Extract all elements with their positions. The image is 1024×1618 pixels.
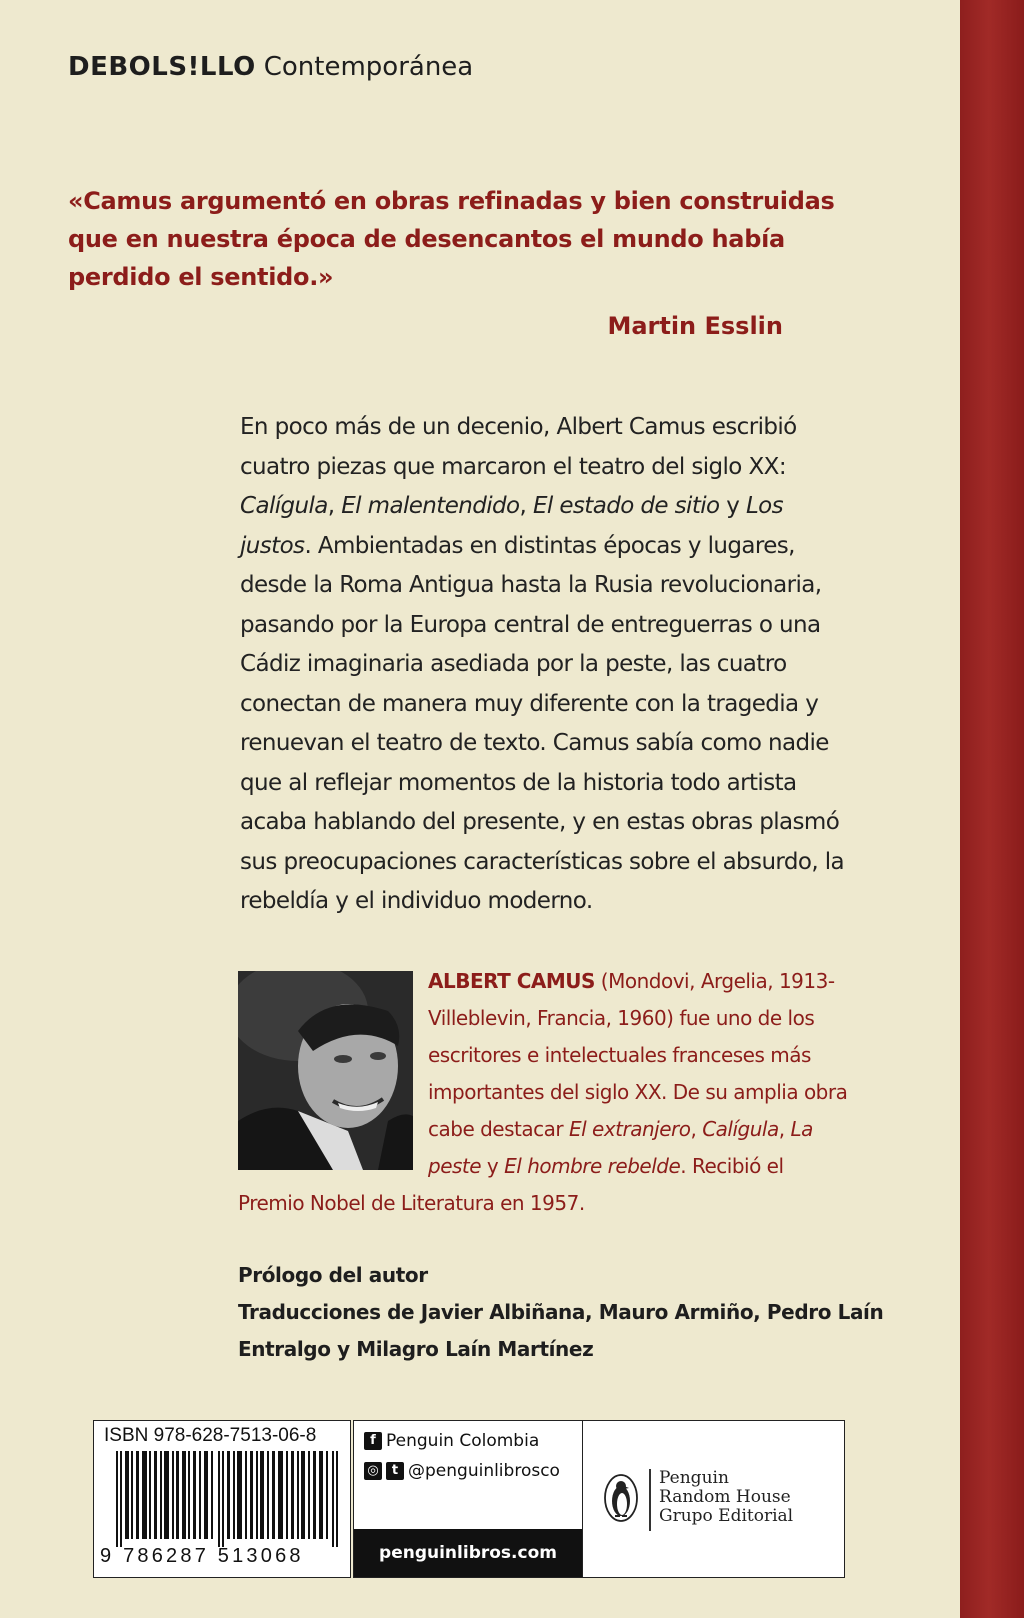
separator: y	[481, 1154, 505, 1178]
author-bio	[238, 963, 848, 1222]
description-text: :	[778, 453, 786, 480]
separator: ,	[778, 1117, 791, 1141]
collection-name: Contemporánea	[263, 52, 474, 82]
separator: y	[719, 493, 746, 519]
work-title: La peste	[428, 1117, 813, 1178]
bio-text: (Mondovi, Argelia, 1913-Villeblevin, Francia, 1960) fue uno de los escritores e intelectuales franceses más importantes del siglo	[428, 969, 835, 1104]
barcode-icon	[116, 1451, 346, 1547]
work-title: El malentendido	[341, 493, 520, 519]
quote-author: Martin Esslin	[607, 312, 783, 340]
barcode-number: 9 786287 513068	[100, 1545, 304, 1567]
twitter-icon: t	[386, 1462, 404, 1480]
century-numeral: XX	[748, 453, 779, 480]
website-link[interactable]: penguinlibros.com	[354, 1529, 582, 1577]
barcode-panel	[93, 1420, 351, 1578]
bio-text: . Recibió el Premio Nobel de Literatura en 1957.	[238, 1154, 784, 1215]
facebook-line[interactable]	[364, 1431, 539, 1451]
work-title: El extranjero	[568, 1117, 691, 1141]
separator: ,	[690, 1117, 703, 1141]
publisher-panel	[583, 1420, 845, 1578]
facebook-icon: f	[364, 1432, 382, 1450]
description-text: En poco más de un decenio, Albert Camus escribió cuatro piezas que marcaron el teatro del siglo	[240, 414, 797, 480]
publisher-line: Random House	[659, 1487, 791, 1507]
separator: ,	[327, 493, 342, 519]
prologue-credit: Prólogo del autor	[238, 1263, 428, 1287]
work-title: Calígula	[702, 1117, 779, 1141]
author-name: ALBERT CAMUS	[428, 969, 595, 993]
separator: ,	[519, 493, 533, 519]
work-title: Calígula	[240, 493, 328, 519]
credits	[238, 1257, 884, 1368]
instagram-icon: ◎	[364, 1462, 382, 1480]
publisher-name	[659, 1469, 793, 1526]
work-title: El estado de sitio	[532, 493, 720, 519]
social-handle: @penguinlibrosco	[408, 1461, 560, 1481]
translators-credit: Traducciones de Javier Albiñana, Mauro Armiño, Pedro Laín	[238, 1300, 884, 1324]
imprint-header	[68, 52, 473, 82]
century-numeral: XX	[634, 1080, 662, 1104]
social-handle-line[interactable]	[364, 1461, 560, 1481]
logo-divider	[649, 1469, 651, 1531]
publisher-line: Penguin	[659, 1468, 729, 1488]
social-panel	[353, 1420, 583, 1578]
publisher-line: Grupo Editorial	[659, 1506, 794, 1526]
translators-credit-cont: Entralgo y Milagro Laín Martínez	[238, 1337, 594, 1361]
isbn-label: ISBN 978-628-7513-06-8	[104, 1425, 317, 1446]
pull-quote: «Camus argumentó en obras refinadas y bien construidas que en nuestra época de desencantos el mundo había perdido el sentido.»	[68, 187, 835, 291]
penguin-logo-icon	[603, 1473, 639, 1523]
description-text: . Ambientadas en distintas épocas y lugares, desde la Roma Antigua hasta la Rusia revolucionaria, pasando por la Europa central de entreguerras o una Cádiz imaginaria asediada por la peste, las cuatro conectan de manera muy diferente con la tragedia y renuevan el teatro de texto. Camus sabía como nadie que al reflejar momentos de la historia todo artista acaba hablando del presente, y en estas obras plasmó sus preocupaciones características sobre el absurdo, la rebeldía y el individuo moderno.	[240, 532, 845, 914]
facebook-page: Penguin Colombia	[386, 1431, 540, 1451]
imprint-logo: DEBOLS!LLO	[68, 52, 256, 82]
book-description	[240, 408, 850, 922]
bio-text: . De su amplia obra cabe destacar	[428, 1080, 848, 1141]
work-title: Los justos	[240, 493, 784, 559]
photo-spacer	[238, 963, 428, 1170]
spine-edge	[960, 0, 1024, 1618]
work-title: El hombre rebelde	[504, 1154, 681, 1178]
